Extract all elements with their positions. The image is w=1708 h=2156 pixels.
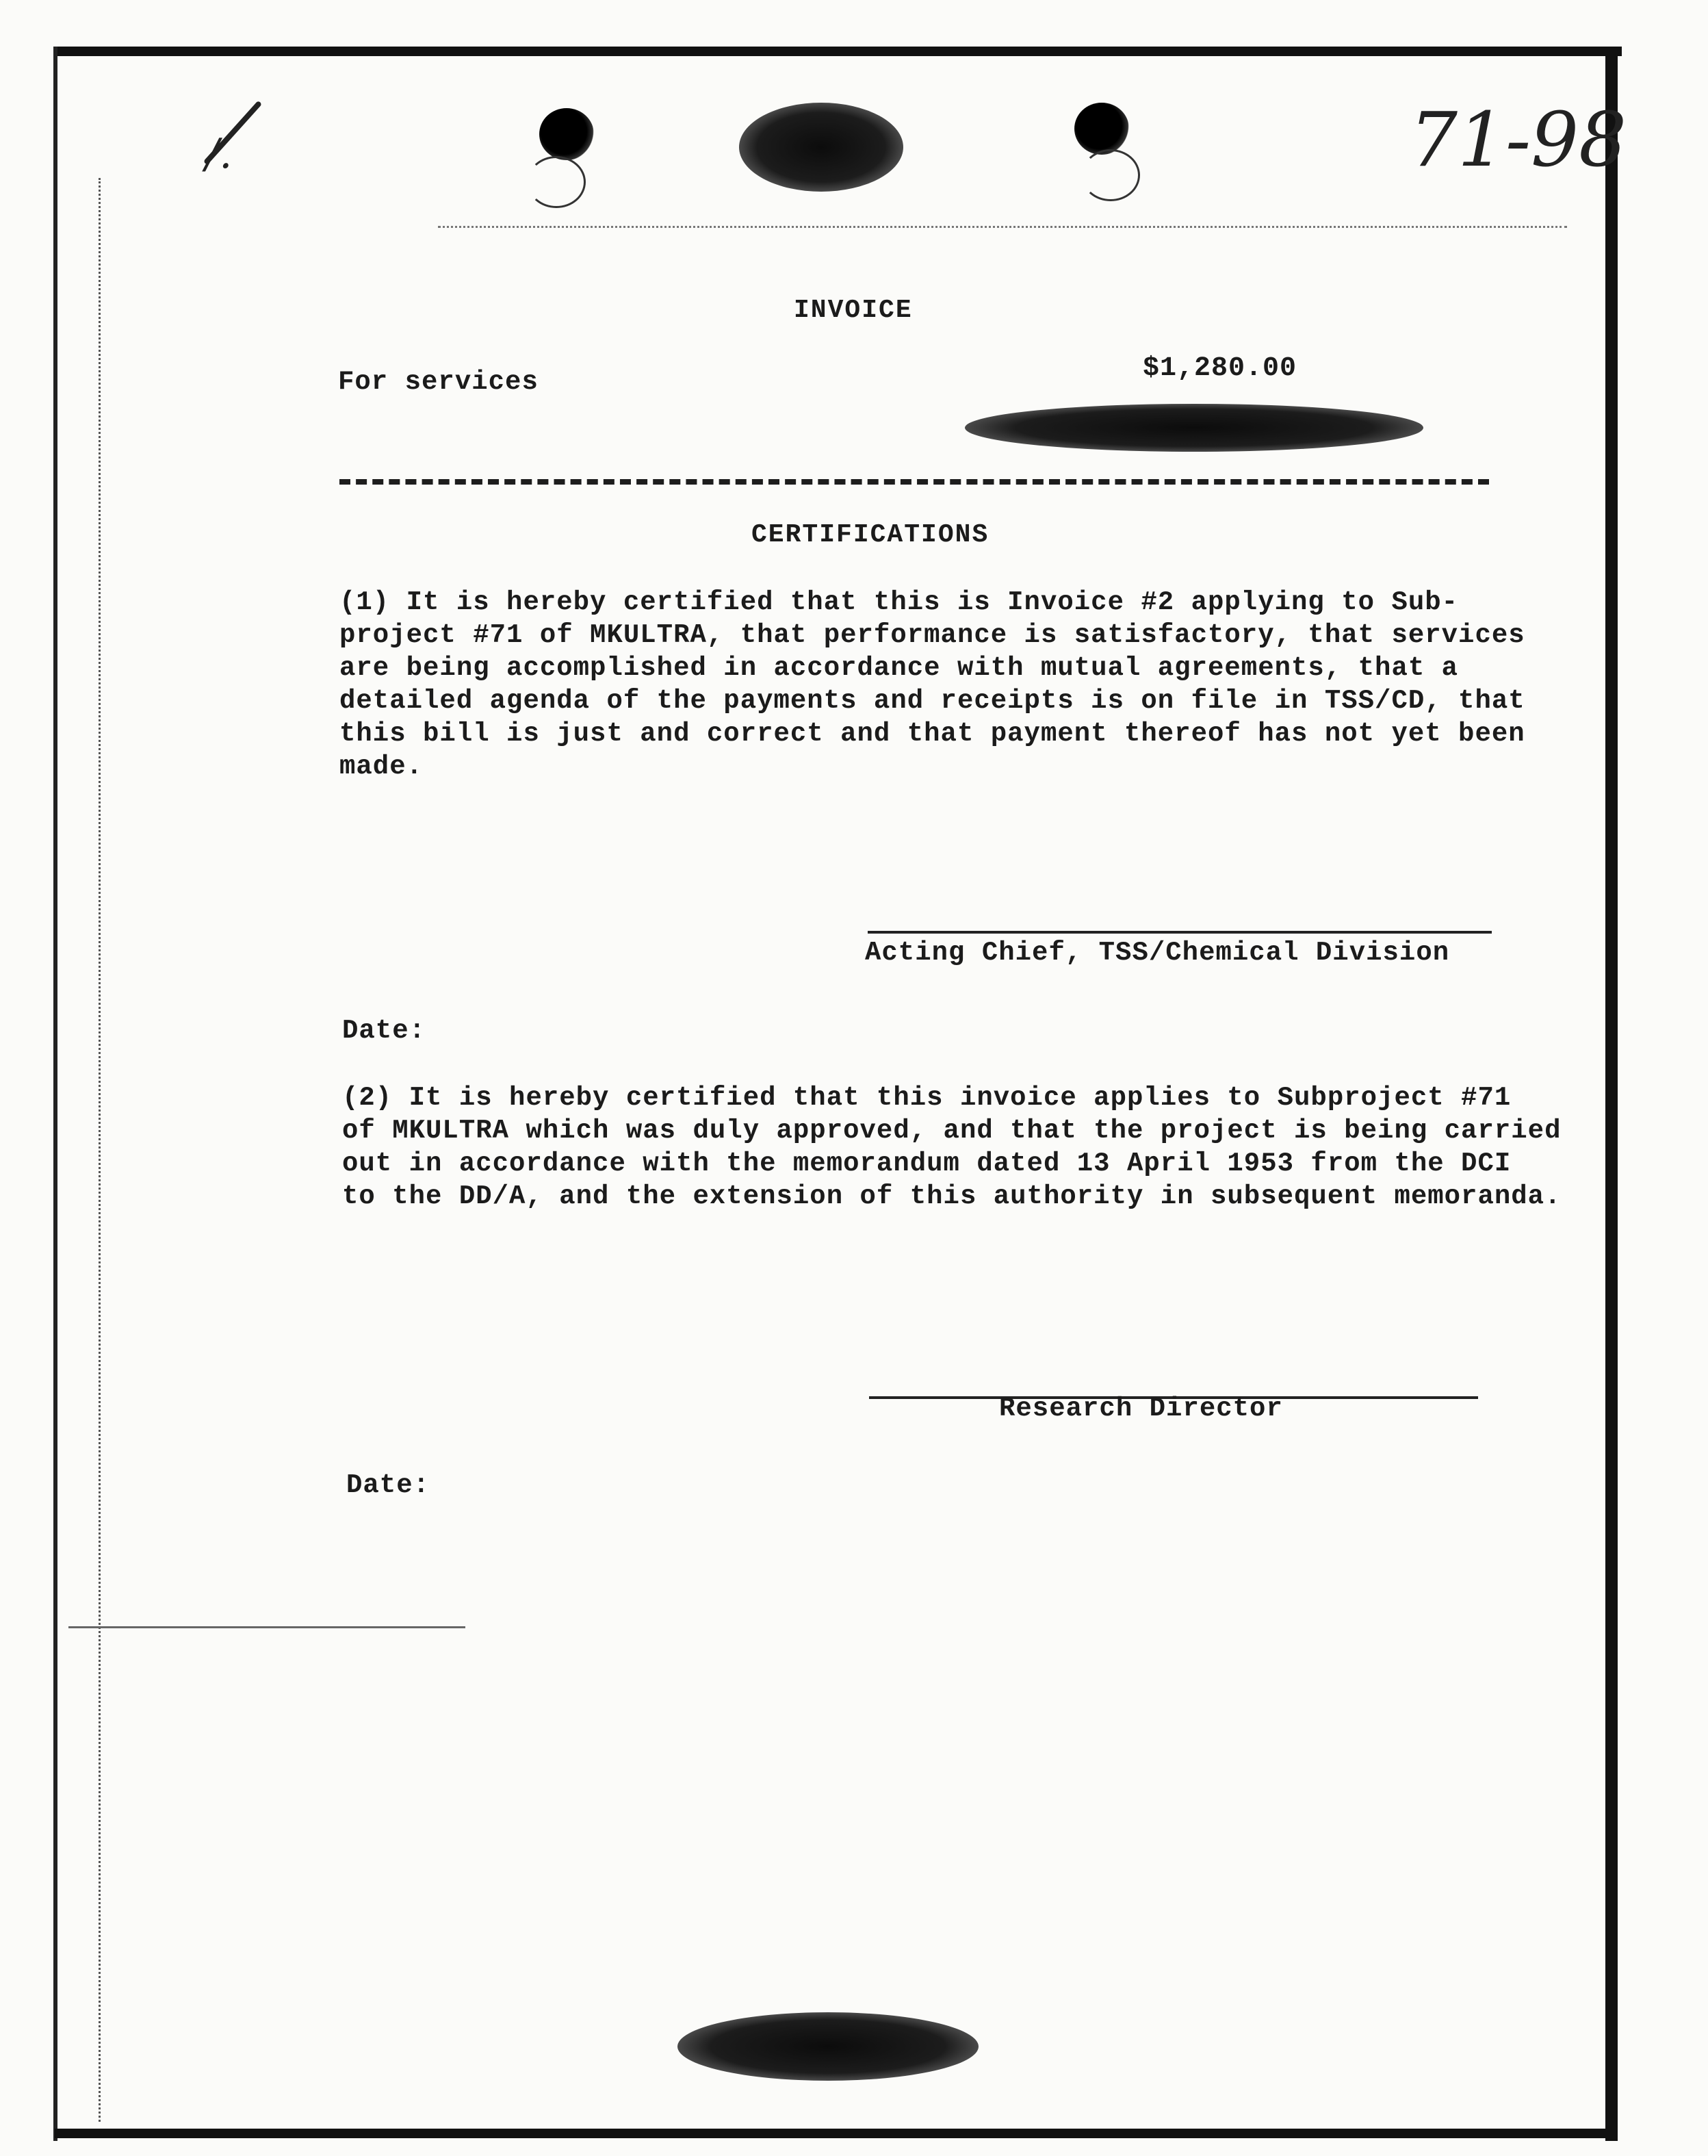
scan-border-left [53,47,57,2141]
redaction-mark-amount [965,404,1423,452]
redaction-mark-bottom [677,2012,979,2081]
invoice-title: INVOICE [794,296,913,325]
dashed-divider [339,479,1489,485]
cert1-line: detailed agenda of the payments and receipts is on file in TSS/CD, that [339,686,1525,716]
punch-hole-ring-right [1081,149,1140,201]
cert1-line: made. [339,752,424,782]
punch-hole-right [1074,103,1129,155]
cert2-line: of MKULTRA which was duly approved, and that the project is being carried [342,1116,1562,1146]
certifications-title: CERTIFICATIONS [751,520,989,550]
signer-1-title: Acting Chief, TSS/Chemical Division [865,938,1450,968]
signature-line-1 [868,931,1492,934]
cert1-line: this bill is just and correct and that payment thereof has not yet been [339,719,1525,749]
for-services-label: For services [338,367,539,397]
scan-fold-line-left [68,1626,465,1628]
scan-dotted-edge [99,178,102,2122]
scan-border-right [1605,47,1618,2141]
punch-hole-left [539,108,594,160]
handwritten-mark: /. [205,130,233,178]
handwritten-reference: 71-98 [1410,96,1627,183]
cert1-line: (1) It is hereby certified that this is Invoice #2 applying to Sub- [339,587,1459,617]
date-label-2: Date: [346,1470,430,1500]
punch-hole-ring-left [527,156,586,208]
cert2-line: to the DD/A, and the extension of this authority in subsequent memoranda. [342,1181,1562,1211]
cert2-line: (2) It is hereby certified that this invoice applies to Subproject #71 [342,1083,1512,1113]
cert2-line: out in accordance with the memorandum dated 13 April 1953 from the DCI [342,1148,1512,1179]
date-label-1: Date: [342,1016,426,1046]
scan-border-bottom [55,2129,1615,2138]
cert1-line: project #71 of MKULTRA, that performance is satisfactory, that services [339,620,1525,650]
redaction-mark-top [739,103,903,192]
scan-fold-line [438,226,1567,228]
signer-2-title: Research Director [999,1394,1283,1424]
cert1-line: are being accomplished in accordance with mutual agreements, that a [339,653,1459,683]
invoice-amount: $1,280.00 [1143,353,1297,384]
scan-border-top [55,47,1622,56]
